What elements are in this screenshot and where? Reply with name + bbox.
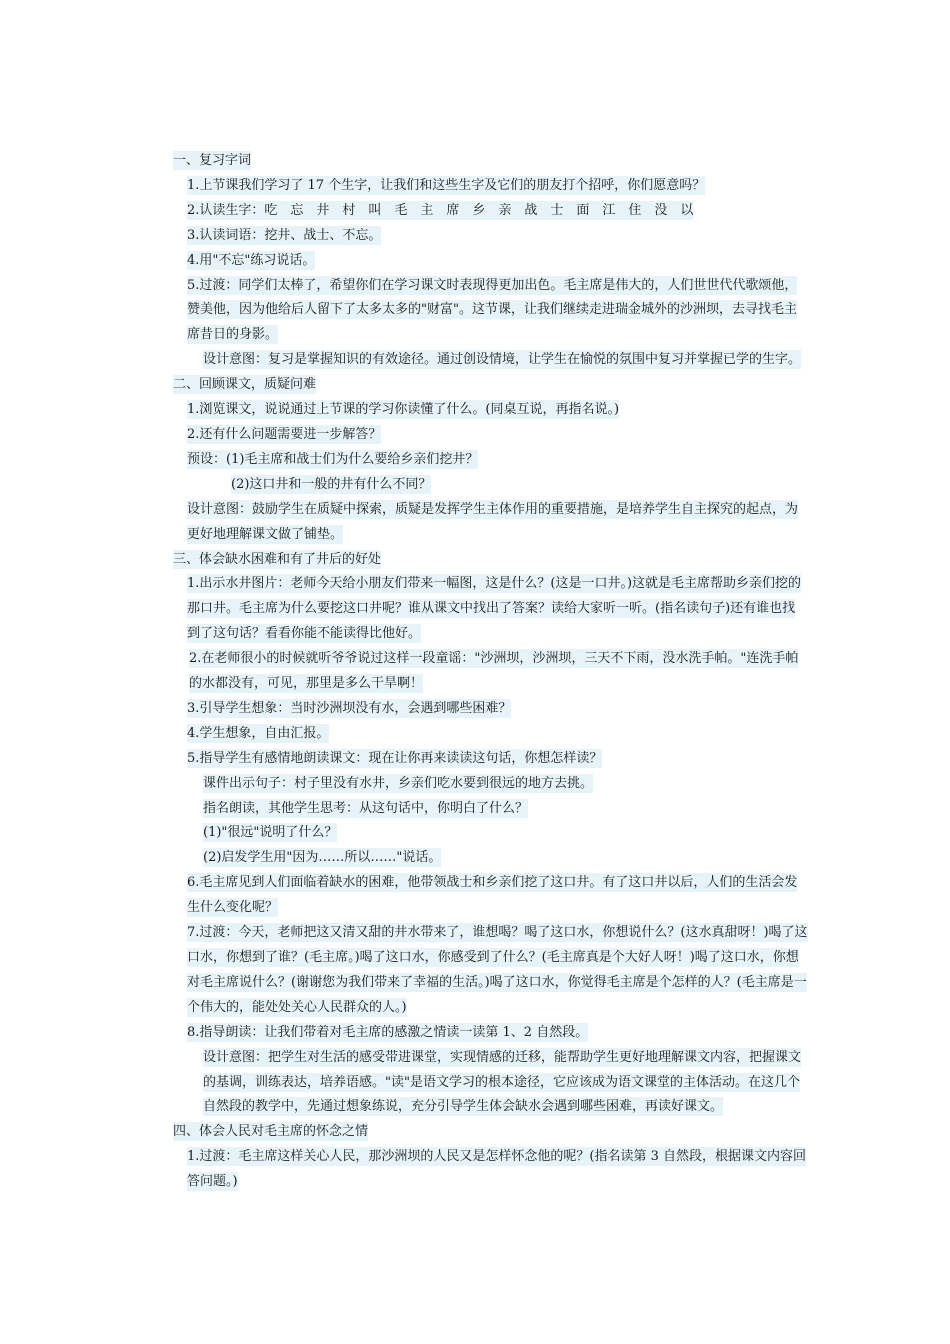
paragraph	[143, 647, 808, 697]
paragraph	[143, 473, 808, 498]
paragraph	[143, 797, 808, 822]
paragraph-text: 2.认读生字：吃 忘 井 村 叫 毛 主 席 乡 亲 战 士 面 江 住 没 以	[187, 202, 694, 218]
paragraph	[143, 1120, 808, 1145]
paragraph-text: 2.还有什么问题需要进一步解答？	[187, 426, 382, 442]
paragraph	[143, 772, 808, 797]
paragraph-text: 设计意图：复习是掌握知识的有效途径。通过创设情境，让学生在愉悦的氛围中复习并掌握已学的生字。	[203, 352, 802, 368]
paragraph-text: 四、体会人民对毛主席的怀念之情	[173, 1124, 369, 1140]
paragraph-text: 7.过渡：今天，老师把这又清又甜的井水带来了，谁想喝？喝了这口水，你想说什么？(这水真甜呀！)喝了这口水，你想到了谁？(毛主席。)喝了这口水，你感受到了什么？(毛主席真是个大好人呀！)喝了这口水，你想对毛主席说什么？(谢谢您为我们带来了幸福的生活。)喝了这口水，你觉得毛主席是个怎样的人？(毛主席是一个伟大的，能处处关心人民群众的人。)	[187, 925, 808, 1015]
paragraph-text: 1.上节课我们学习了 17 个生字，让我们和这些生字及它们的朋友打个招呼，你们愿意吗？	[187, 177, 706, 193]
paragraph	[143, 921, 808, 1021]
paragraph	[143, 423, 808, 448]
paragraph	[143, 722, 808, 747]
paragraph-text: (2)启发学生用"因为……所以……"说话。	[203, 850, 442, 866]
paragraph-text: 1.浏览课文，说说通过上节课的学习你读懂了什么。(同桌互说，再指名说。)	[187, 402, 620, 418]
paragraph	[143, 548, 808, 573]
paragraph	[143, 572, 808, 647]
paragraph-text: (1)"很远"说明了什么？	[203, 825, 338, 841]
paragraph	[143, 1145, 808, 1195]
paragraph-text: 4.学生想象，自由汇报。	[187, 725, 330, 741]
paragraph-text: 3.认读词语：挖井、战士、不忘。	[187, 227, 382, 243]
paragraph-text: 6.毛主席见到人们面临着缺水的困难，他带领战士和乡亲们挖了这口井。有了这口井以后，人们的生活会发生什么变化呢？	[187, 875, 798, 916]
paragraph	[143, 274, 808, 349]
paragraph-text: 1.过渡：毛主席这样关心人民，那沙洲坝的人民又是怎样怀念他的呢？(指名读第 3 自然段，根据课文内容回答问题。)	[187, 1149, 807, 1190]
paragraph	[143, 821, 808, 846]
paragraph	[143, 249, 808, 274]
paragraph	[143, 448, 808, 473]
paragraph-text: 二、回顾课文，质疑问难	[173, 377, 317, 393]
paragraph-text: 设计意图：把学生对生活的感受带进课堂，实现情感的迁移，能帮助学生更好地理解课文内容，把握课文的基调，训练表达，培养语感。"读"是语文学习的根本途径，它应该成为语文课堂的主体活动。在这几个自然段的教学中，先通过想象练说，充分引导学生体会缺水会遇到哪些困难，再读好课文。	[203, 1049, 802, 1115]
paragraph	[143, 1021, 808, 1046]
paragraph	[143, 149, 808, 174]
paragraph	[143, 747, 808, 772]
paragraph	[143, 348, 808, 373]
paragraph	[143, 398, 808, 423]
paragraph	[143, 224, 808, 249]
paragraph-text: 5.过渡：同学们太棒了，希望你们在学习课文时表现得更加出色。毛主席是伟大的，人们世世代代歌颂他，赞美他，因为他给后人留下了太多太多的"财富"。这节课，让我们继续走进瑞金城外的沙洲坝，去寻找毛主席昔日的身影。	[187, 277, 798, 343]
paragraph-text: 2.在老师很小的时候就听爷爷说过这样一段童谣："沙洲坝，沙洲坝，三天不下雨，没水洗手帕。"连洗手帕的水都没有，可见，那里是多么干旱啊！	[189, 651, 799, 692]
paragraph-text: 4.用"不忘"练习说话。	[187, 252, 316, 268]
paragraph-text: 指名朗读，其他学生思考：从这句话中，你明白了什么？	[203, 800, 529, 816]
paragraph	[143, 1046, 808, 1121]
paragraph-text: 设计意图：鼓励学生在质疑中探索，质疑是发挥学生主体作用的重要措施，是培养学生自主探究的起点，为更好地理解课文做了铺垫。	[187, 501, 799, 542]
paragraph-text: 3.引导学生想象：当时沙洲坝没有水，会遇到哪些困难？	[187, 700, 512, 716]
paragraph	[143, 846, 808, 871]
paragraph	[143, 373, 808, 398]
paragraph-text: 5.指导学生有感情地朗读课文：现在让你再来读读这句话，你想怎样读？	[187, 750, 603, 766]
document-body	[143, 149, 808, 1195]
paragraph	[143, 871, 808, 921]
paragraph-text: 课件出示句子：村子里没有水井，乡亲们吃水要到很远的地方去挑。	[203, 775, 594, 791]
paragraph	[143, 697, 808, 722]
paragraph-text: 三、体会缺水困难和有了井后的好处	[173, 551, 382, 567]
paragraph	[143, 498, 808, 548]
paragraph-text: 预设：(1)毛主席和战士们为什么要给乡亲们挖井？	[187, 451, 479, 467]
paragraph-text: 1.出示水井图片：老师今天给小朋友们带来一幅图，这是什么？(这是一口井。)这就是毛主席帮助乡亲们挖的那口井。毛主席为什么要挖这口井呢？谁从课文中找出了答案？读给大家听一听。(指名读句子)还有谁也找到了这句话？看看你能不能读得比他好。	[187, 576, 802, 642]
paragraph	[143, 174, 808, 199]
paragraph-text: 一、复习字词	[173, 153, 252, 168]
paragraph	[143, 199, 808, 224]
paragraph-text: (2)这口井和一般的井有什么不同？	[231, 476, 432, 492]
paragraph-text: 8.指导朗读：让我们带着对毛主席的感激之情读一读第 1、2 自然段。	[187, 1024, 589, 1040]
